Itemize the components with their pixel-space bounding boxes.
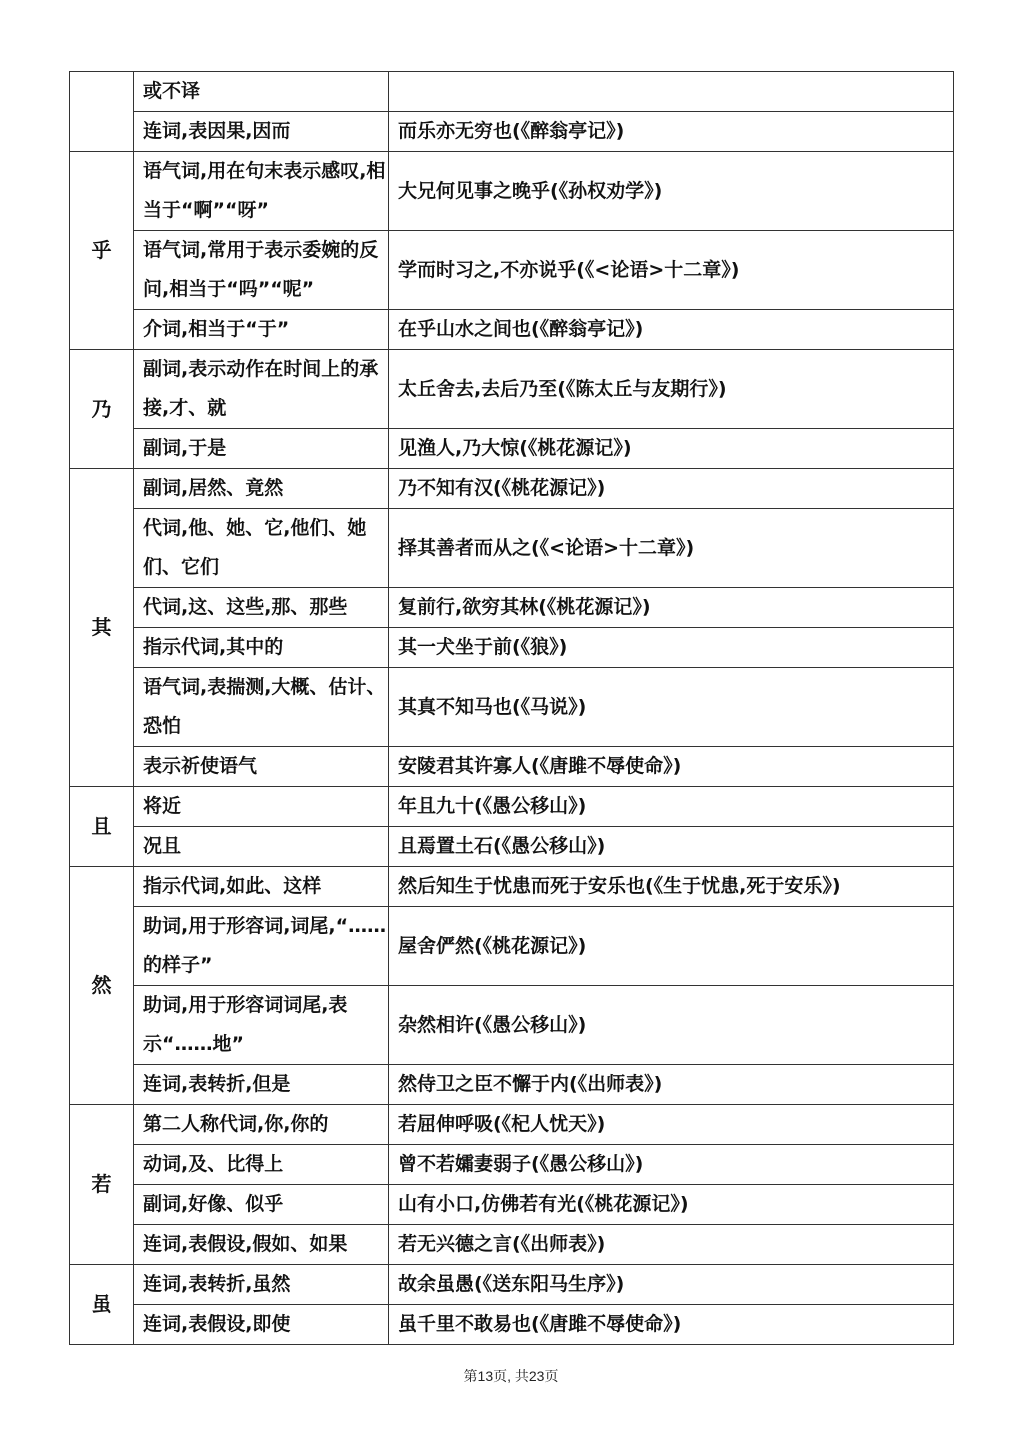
- table-row: [70, 1265, 954, 1305]
- meaning-cell: 助词,用于形容词,词尾,“……的样子”: [134, 907, 389, 986]
- table-row: [70, 152, 954, 231]
- example-cell: 年且九十(《愚公移山》): [389, 787, 954, 827]
- table-row: [70, 747, 954, 787]
- table-row: [70, 72, 954, 112]
- example-cell: 其真不知马也(《马说》): [389, 668, 954, 747]
- meaning-cell: 指示代词,如此、这样: [134, 867, 389, 907]
- table-row: [70, 310, 954, 350]
- table-row: [70, 1105, 954, 1145]
- example-cell: 曾不若孀妻弱子(《愚公移山》): [389, 1145, 954, 1185]
- meaning-cell: 连词,表转折,虽然: [134, 1265, 389, 1305]
- example-cell: [389, 72, 954, 112]
- meaning-cell: 副词,表示动作在时间上的承接,才、就: [134, 350, 389, 429]
- word-cell: 其: [70, 469, 134, 787]
- table-row: [70, 1065, 954, 1105]
- table-row: [70, 1225, 954, 1265]
- meaning-cell: 连词,表因果,因而: [134, 112, 389, 152]
- meaning-cell: 动词,及、比得上: [134, 1145, 389, 1185]
- word-cell: 乃: [70, 350, 134, 469]
- meaning-cell: 指示代词,其中的: [134, 628, 389, 668]
- example-cell: 虽千里不敢易也(《唐雎不辱使命》): [389, 1305, 954, 1345]
- meaning-cell: 连词,表转折,但是: [134, 1065, 389, 1105]
- table-row: [70, 827, 954, 867]
- table-row: [70, 668, 954, 747]
- table-row: [70, 1145, 954, 1185]
- meaning-cell: 或不译: [134, 72, 389, 112]
- table-row: [70, 350, 954, 429]
- table-row: [70, 231, 954, 310]
- meaning-cell: 语气词,用在句末表示感叹,相当于“啊”“呀”: [134, 152, 389, 231]
- example-cell: 学而时习之,不亦说乎(《<论语>十二章》): [389, 231, 954, 310]
- table-row: [70, 867, 954, 907]
- table-row: [70, 429, 954, 469]
- table-row: [70, 787, 954, 827]
- example-cell: 在乎山水之间也(《醉翁亭记》): [389, 310, 954, 350]
- example-cell: 屋舍俨然(《桃花源记》): [389, 907, 954, 986]
- table-row: [70, 986, 954, 1065]
- example-cell: 大兄何见事之晚乎(《孙权劝学》): [389, 152, 954, 231]
- example-cell: 杂然相许(《愚公移山》): [389, 986, 954, 1065]
- example-cell: 若屈伸呼吸(《杞人忧天》): [389, 1105, 954, 1145]
- example-cell: 其一犬坐于前(《狼》): [389, 628, 954, 668]
- example-cell: 太丘舍去,去后乃至(《陈太丘与友期行》): [389, 350, 954, 429]
- meaning-cell: 语气词,表揣测,大概、估计、恐怕: [134, 668, 389, 747]
- example-cell: 安陵君其许寡人(《唐雎不辱使命》): [389, 747, 954, 787]
- example-cell: 故余虽愚(《送东阳马生序》): [389, 1265, 954, 1305]
- table-row: [70, 907, 954, 986]
- example-cell: 乃不知有汉(《桃花源记》): [389, 469, 954, 509]
- meaning-cell: 况且: [134, 827, 389, 867]
- table-row: [70, 588, 954, 628]
- example-cell: 复前行,欲穷其林(《桃花源记》): [389, 588, 954, 628]
- meaning-cell: 副词,居然、竟然: [134, 469, 389, 509]
- table-row: [70, 1305, 954, 1345]
- example-cell: 然后知生于忧患而死于安乐也(《生于忧患,死于安乐》): [389, 867, 954, 907]
- example-cell: 而乐亦无穷也(《醉翁亭记》): [389, 112, 954, 152]
- example-cell: 择其善者而从之(《<论语>十二章》): [389, 509, 954, 588]
- meaning-cell: 第二人称代词,你,你的: [134, 1105, 389, 1145]
- meaning-cell: 助词,用于形容词词尾,表示“……地”: [134, 986, 389, 1065]
- meaning-cell: 代词,这、这些,那、那些: [134, 588, 389, 628]
- meaning-cell: 副词,于是: [134, 429, 389, 469]
- word-cell: 然: [70, 867, 134, 1105]
- page-number: 第13页, 共23页: [463, 1368, 559, 1384]
- meaning-cell: 将近: [134, 787, 389, 827]
- table-row: [70, 1185, 954, 1225]
- meaning-cell: 介词,相当于“于”: [134, 310, 389, 350]
- table-row: [70, 509, 954, 588]
- example-cell: 山有小口,仿佛若有光(《桃花源记》): [389, 1185, 954, 1225]
- word-cell: 若: [70, 1105, 134, 1265]
- function-word-table: [69, 71, 954, 1345]
- meaning-cell: 连词,表假设,假如、如果: [134, 1225, 389, 1265]
- word-cell: 虽: [70, 1265, 134, 1345]
- example-cell: 且焉置土石(《愚公移山》): [389, 827, 954, 867]
- meaning-cell: 代词,他、她、它,他们、她们、它们: [134, 509, 389, 588]
- meaning-cell: 副词,好像、似乎: [134, 1185, 389, 1225]
- table-row: [70, 469, 954, 509]
- meaning-cell: 表示祈使语气: [134, 747, 389, 787]
- table-row: [70, 112, 954, 152]
- word-cell: 乎: [70, 152, 134, 350]
- example-cell: 见渔人,乃大惊(《桃花源记》): [389, 429, 954, 469]
- meaning-cell: 语气词,常用于表示委婉的反问,相当于“吗”“呢”: [134, 231, 389, 310]
- word-cell: [70, 72, 134, 152]
- word-cell: 且: [70, 787, 134, 867]
- example-cell: 然侍卫之臣不懈于内(《出师表》): [389, 1065, 954, 1105]
- example-cell: 若无兴德之言(《出师表》): [389, 1225, 954, 1265]
- table-row: [70, 628, 954, 668]
- meaning-cell: 连词,表假设,即使: [134, 1305, 389, 1345]
